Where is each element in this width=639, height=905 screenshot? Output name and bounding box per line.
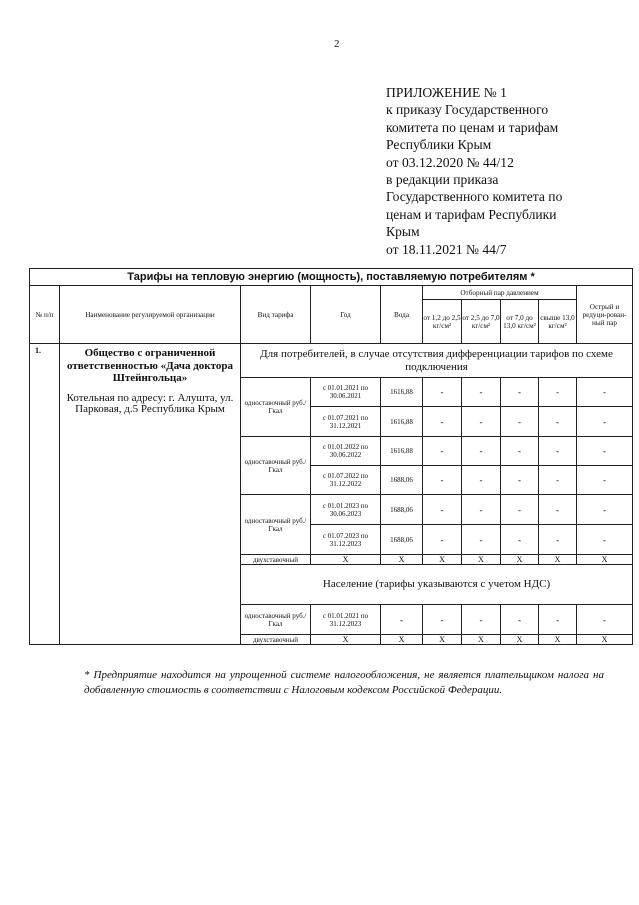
appendix-line: ПРИЛОЖЕНИЕ № 1 [386, 85, 507, 100]
steam-value: - [539, 378, 577, 407]
water-value: - [381, 605, 423, 635]
water-value: 1688,06 [381, 495, 423, 525]
header-sharp-steam: Острый и редуци-рован-ный пар [577, 286, 633, 344]
period-cell: с 01.07.2023 по 31.12.2023 [311, 525, 381, 555]
tariff-table-wrapper [29, 268, 632, 652]
header-year: Год [311, 286, 381, 344]
x-cell: X [311, 635, 381, 645]
steam-value: - [462, 525, 501, 555]
table-title: Тарифы на тепловую энергию (мощность), поставляемую потребителям * [30, 269, 633, 286]
sharp-steam-value: - [577, 378, 633, 407]
header-water: Вода [381, 286, 423, 344]
header-num: № п/п [30, 286, 60, 344]
appendix-block [386, 84, 634, 258]
appendix-line: Государственного комитета по [386, 189, 563, 205]
tariff-table [29, 268, 633, 645]
steam-value: - [462, 605, 501, 635]
steam-value: - [423, 525, 462, 555]
x-cell: X [539, 635, 577, 645]
section-population: Население (тарифы указываются с учетом НДС) [241, 565, 633, 605]
sharp-steam-value: - [577, 466, 633, 495]
period-cell: с 01.01.2021 по 31.12.2023 [311, 605, 381, 635]
appendix-line: ценам и тарифам Республики [386, 206, 557, 222]
period-cell: с 01.07.2021 по 31.12.2021 [311, 407, 381, 437]
x-cell: X [577, 555, 633, 565]
x-cell: X [539, 555, 577, 565]
sharp-steam-value: - [577, 407, 633, 437]
steam-value: - [501, 437, 539, 466]
steam-value: - [423, 437, 462, 466]
steam-value: - [539, 437, 577, 466]
steam-value: - [423, 605, 462, 635]
period-cell: с 01.01.2023 по 30.06.2023 [311, 495, 381, 525]
period-cell: с 01.01.2022 по 30.06.2022 [311, 437, 381, 466]
steam-value: - [539, 495, 577, 525]
tariff-type-cell: одноставочный руб./Гкал [241, 605, 311, 635]
x-cell: X [381, 555, 423, 565]
steam-value: - [462, 407, 501, 437]
sharp-steam-value: - [577, 605, 633, 635]
appendix-line: от 03.12.2020 № 44/12 [386, 154, 514, 170]
appendix-line: в редакции приказа [386, 172, 499, 188]
steam-value: - [501, 605, 539, 635]
steam-value: - [539, 525, 577, 555]
sharp-steam-value: - [577, 495, 633, 525]
section-consumers: Для потребителей, в случае отсутствия дифференциации тарифов по схеме подключения [241, 344, 633, 378]
sharp-steam-value: - [577, 437, 633, 466]
header-steam-3: от 7,0 до 13,0 кг/см² [501, 300, 539, 344]
x-cell: X [462, 635, 501, 645]
appendix-line: к приказу Государственного [386, 102, 549, 118]
org-address: Котельная по адресу: г. Алушта, ул. Парковая, д.5 Республика Крым [66, 391, 234, 415]
tariff-type-cell: двухставочный [241, 555, 311, 565]
steam-value: - [501, 525, 539, 555]
appendix-line: от 18.11.2021 № 44/7 [386, 241, 507, 257]
header-tariff-type: Вид тарифа [241, 286, 311, 344]
steam-value: - [462, 466, 501, 495]
steam-value: - [501, 466, 539, 495]
x-cell: X [311, 555, 381, 565]
water-value: 1616,88 [381, 378, 423, 407]
water-value: 1616,88 [381, 407, 423, 437]
water-value: 1688,06 [381, 466, 423, 495]
tariff-type-cell: одноставочный руб./Гкал [241, 495, 311, 555]
header-org: Наименование регулируемой организации [60, 286, 241, 344]
steam-value: - [501, 495, 539, 525]
appendix-line: комитета по ценам и тарифам [386, 119, 559, 135]
header-steam-group: Отборный пар давлением [423, 286, 577, 300]
tariff-type-cell: одноставочный руб./Гкал [241, 378, 311, 437]
steam-value: - [423, 495, 462, 525]
steam-value: - [462, 378, 501, 407]
org-name: Общество с ограниченной ответственностью «Дача доктора Штейнгольца» [66, 347, 234, 384]
header-steam-4: свыше 13,0 кг/см² [539, 300, 577, 344]
x-cell: X [381, 635, 423, 645]
sharp-steam-value: - [577, 525, 633, 555]
page-number: 2 [334, 38, 340, 50]
steam-value: - [423, 466, 462, 495]
org-number: 1. [30, 344, 60, 645]
tariff-type-cell: двухставочный [241, 635, 311, 645]
period-cell: с 01.07.2022 по 31.12.2022 [311, 466, 381, 495]
steam-value: - [539, 605, 577, 635]
x-cell: X [501, 635, 539, 645]
header-steam-2: от 2,5 до 7,0 кг/см² [462, 300, 501, 344]
header-steam-1: от 1,2 до 2,5 кг/см² [423, 300, 462, 344]
period-cell: с 01.01.2021 по 30.06.2021 [311, 378, 381, 407]
steam-value: - [462, 437, 501, 466]
x-cell: X [501, 555, 539, 565]
appendix-line: Республики Крым [386, 137, 492, 153]
x-cell: X [423, 635, 462, 645]
steam-value: - [539, 466, 577, 495]
steam-value: - [501, 378, 539, 407]
steam-value: - [462, 495, 501, 525]
steam-value: - [539, 407, 577, 437]
water-value: 1688,06 [381, 525, 423, 555]
x-cell: X [462, 555, 501, 565]
org-info [60, 344, 241, 645]
footnote: * Предприятие находится на упрощенной системе налогообложения, не является плательщиком налога на добавленную стоимость в соответствии с Налоговым кодексом Российской Федерации. [84, 669, 604, 696]
tariff-type-cell: одноставочный руб./Гкал [241, 437, 311, 495]
x-cell: X [423, 555, 462, 565]
steam-value: - [423, 378, 462, 407]
steam-value: - [423, 407, 462, 437]
x-cell: X [577, 635, 633, 645]
water-value: 1616,88 [381, 437, 423, 466]
appendix-line: Крым [386, 224, 420, 240]
steam-value: - [501, 407, 539, 437]
